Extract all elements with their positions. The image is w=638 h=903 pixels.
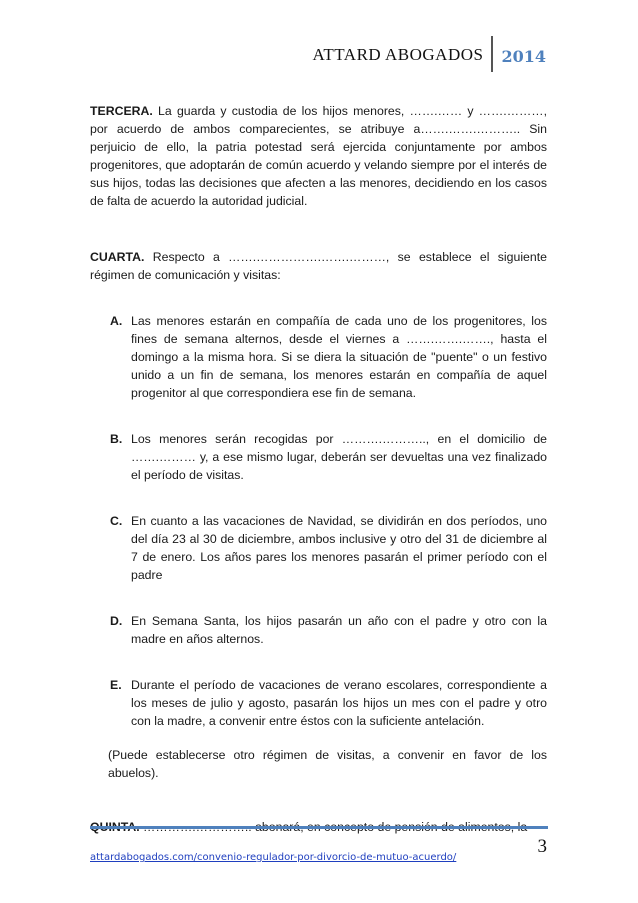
list-item-c <box>110 512 547 584</box>
clause-cuarta <box>90 248 547 284</box>
list-item-text: En cuanto a las vacaciones de Navidad, se dividirán en dos períodos, uno del día 23 al 30 de diciembre, ambos inclusive y otro del 31 de diciembre al 7 de enero. Los años pares los menores pasarán el primer período con el padre <box>131 514 547 582</box>
list-item-text: Los menores serán recogidas por ……….……….., en el domicilio de …….……… y, a ese mismo lugar, deberán ser devueltas una vez finalizado el período de visitas. <box>131 432 547 482</box>
list-item-a <box>110 312 547 402</box>
clause-cuarta-text: Respecto a …….…………….…….………, se establece el siguiente régimen de comunicación y visitas: <box>90 250 547 282</box>
footer-rule <box>90 826 548 829</box>
visits-list <box>90 312 547 730</box>
page-number: 3 <box>537 836 547 857</box>
list-item-text: Las menores estarán en compañía de cada uno de los progenitores, los fines de semana alternos, desde el viernes a …….…….……., hasta el domingo a la misma hora. Si se diera la situación de "puente" o un festivo unido a un fin de semana, los menores estarán en compañía de aquel progenitor al que correspondiera ese fin de semana. <box>131 314 547 400</box>
clause-tercera-text: La guarda y custodia de los hijos menores, …….…… y …….………, por acuerdo de ambos comparecientes, se atribuye a…….…….……….. Sin perjuicio de ello, la patria potestad será ejercida conjuntamente por ambos progenitores, que adoptarán de común acuerdo y velando siempre por el interés de sus hijos, todas las decisiones que afecten a las menores, decidiendo en los casos de falta de acuerdo la autoridad judicial. <box>90 104 547 208</box>
header-year: 2014 <box>501 47 546 66</box>
clause-tercera <box>90 102 547 210</box>
list-item-text: Durante el período de vacaciones de verano escolares, correspondiente a los meses de julio y agosto, pasarán los hijos un mes con el padre y otro con la madre, a convenir entre éstos con la suficiente antelación. <box>131 678 547 728</box>
document-body <box>90 102 547 836</box>
list-item-e <box>110 676 547 730</box>
list-item-text: En Semana Santa, los hijos pasarán un año con el padre y otro con la madre en años alternos. <box>131 614 547 646</box>
list-item-letter: A. <box>110 314 123 328</box>
list-item-letter: E. <box>110 678 122 692</box>
list-item-b <box>110 430 547 484</box>
list-item-letter: C. <box>110 514 123 528</box>
page-header <box>313 36 547 72</box>
header-title: ATTARD ABOGADOS <box>312 45 484 64</box>
clause-tercera-lead: TERCERA. <box>90 104 153 118</box>
list-item-letter: B. <box>110 432 123 446</box>
list-item-letter: D. <box>110 614 123 628</box>
visits-note: (Puede establecerse otro régimen de visitas, a convenir en favor de los abuelos). <box>108 748 547 780</box>
list-item-d <box>110 612 547 648</box>
footer-link[interactable]: attardabogados.com/convenio-regulador-por-divorcio-de-mutuo-acuerdo/ <box>90 852 457 863</box>
clause-cuarta-lead: CUARTA. <box>90 250 145 264</box>
